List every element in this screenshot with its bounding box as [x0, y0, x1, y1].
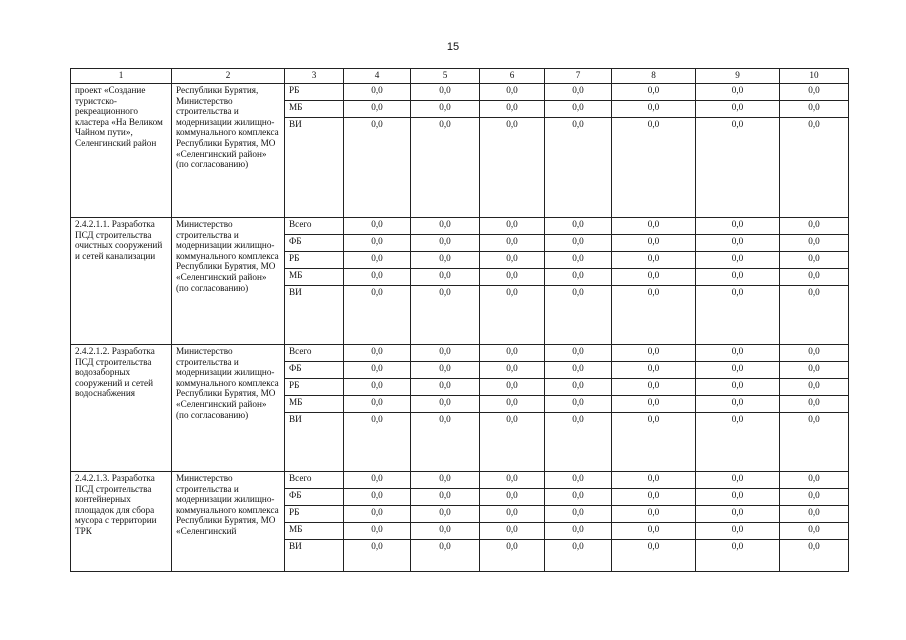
amount-cell: 0,0 — [545, 489, 612, 506]
amount-cell: 0,0 — [696, 218, 780, 235]
column-header: 5 — [411, 69, 480, 84]
amount-cell: 0,0 — [480, 101, 545, 118]
amount-cell: 0,0 — [344, 362, 411, 379]
amount-cell: 0,0 — [545, 101, 612, 118]
amount-cell: 0,0 — [545, 345, 612, 362]
amount-cell: 0,0 — [696, 84, 780, 101]
column-header: 3 — [285, 69, 344, 84]
amount-cell: 0,0 — [344, 396, 411, 413]
amount-cell: 0,0 — [696, 489, 780, 506]
amount-cell: 0,0 — [411, 218, 480, 235]
amount-cell: 0,0 — [344, 118, 411, 218]
amount-cell: 0,0 — [344, 286, 411, 345]
measure-name-cell: 2.4.2.1.1. Разработка ПСД строительства очистных сооружений и сетей канализации — [71, 218, 172, 345]
funding-source-cell: ВИ — [285, 540, 344, 572]
amount-cell: 0,0 — [696, 252, 780, 269]
amount-cell: 0,0 — [696, 345, 780, 362]
budget-table — [70, 68, 849, 572]
amount-cell: 0,0 — [545, 396, 612, 413]
column-header: 9 — [696, 69, 780, 84]
amount-cell: 0,0 — [545, 362, 612, 379]
amount-cell: 0,0 — [545, 286, 612, 345]
amount-cell: 0,0 — [780, 84, 849, 101]
amount-cell: 0,0 — [545, 118, 612, 218]
amount-cell: 0,0 — [480, 489, 545, 506]
amount-cell: 0,0 — [480, 472, 545, 489]
amount-cell: 0,0 — [612, 252, 696, 269]
column-header: 2 — [172, 69, 285, 84]
amount-cell: 0,0 — [780, 396, 849, 413]
funding-source-cell: РБ — [285, 506, 344, 523]
funding-source-cell: Всего — [285, 345, 344, 362]
amount-cell: 0,0 — [480, 252, 545, 269]
amount-cell: 0,0 — [696, 396, 780, 413]
amount-cell: 0,0 — [411, 118, 480, 218]
funding-source-cell: Всего — [285, 472, 344, 489]
amount-cell: 0,0 — [696, 101, 780, 118]
executor-cell: Республики Бурятия, Министерство строительства и модернизации жилищно-коммунального комплекса Республики Бурятия, МО «Селенгинский район» (по согласованию) — [172, 84, 285, 218]
amount-cell: 0,0 — [411, 362, 480, 379]
amount-cell: 0,0 — [480, 413, 545, 472]
amount-cell: 0,0 — [480, 218, 545, 235]
amount-cell: 0,0 — [344, 506, 411, 523]
amount-cell: 0,0 — [545, 84, 612, 101]
amount-cell: 0,0 — [612, 506, 696, 523]
amount-cell: 0,0 — [411, 269, 480, 286]
amount-cell: 0,0 — [411, 413, 480, 472]
amount-cell: 0,0 — [612, 286, 696, 345]
funding-source-cell: ФБ — [285, 489, 344, 506]
amount-cell: 0,0 — [612, 345, 696, 362]
amount-cell: 0,0 — [696, 540, 780, 572]
column-header: 10 — [780, 69, 849, 84]
amount-cell: 0,0 — [696, 118, 780, 218]
amount-cell: 0,0 — [780, 489, 849, 506]
amount-cell: 0,0 — [696, 379, 780, 396]
funding-source-cell: РБ — [285, 84, 344, 101]
amount-cell: 0,0 — [780, 413, 849, 472]
measure-name-cell: проект «Создание туристско-рекреационного кластера «На Великом Чайном пути», Селенгинский район — [71, 84, 172, 218]
amount-cell: 0,0 — [344, 379, 411, 396]
amount-cell: 0,0 — [612, 235, 696, 252]
amount-cell: 0,0 — [411, 379, 480, 396]
funding-source-cell: РБ — [285, 252, 344, 269]
amount-cell: 0,0 — [696, 362, 780, 379]
amount-cell: 0,0 — [696, 235, 780, 252]
amount-cell: 0,0 — [545, 379, 612, 396]
amount-cell: 0,0 — [411, 345, 480, 362]
amount-cell: 0,0 — [545, 540, 612, 572]
amount-cell: 0,0 — [612, 472, 696, 489]
amount-cell: 0,0 — [411, 286, 480, 345]
amount-cell: 0,0 — [411, 523, 480, 540]
amount-cell: 0,0 — [344, 540, 411, 572]
funding-source-cell: Всего — [285, 218, 344, 235]
amount-cell: 0,0 — [696, 269, 780, 286]
table-row — [71, 472, 849, 489]
amount-cell: 0,0 — [696, 506, 780, 523]
amount-cell: 0,0 — [480, 269, 545, 286]
amount-cell: 0,0 — [411, 489, 480, 506]
page-number: 15 — [446, 41, 460, 53]
amount-cell: 0,0 — [612, 523, 696, 540]
amount-cell: 0,0 — [780, 235, 849, 252]
amount-cell: 0,0 — [780, 523, 849, 540]
amount-cell: 0,0 — [480, 118, 545, 218]
amount-cell: 0,0 — [612, 101, 696, 118]
amount-cell: 0,0 — [344, 218, 411, 235]
table-row — [71, 84, 849, 101]
amount-cell: 0,0 — [411, 540, 480, 572]
amount-cell: 0,0 — [780, 118, 849, 218]
amount-cell: 0,0 — [612, 118, 696, 218]
measure-name-cell: 2.4.2.1.2. Разработка ПСД строительства водозаборных сооружений и сетей водоснабжения — [71, 345, 172, 472]
amount-cell: 0,0 — [696, 413, 780, 472]
amount-cell: 0,0 — [480, 523, 545, 540]
amount-cell: 0,0 — [480, 84, 545, 101]
executor-cell: Министерство строительства и модернизации жилищно-коммунального комплекса Республики Бурятия, МО «Селенгинский — [172, 472, 285, 572]
amount-cell: 0,0 — [612, 269, 696, 286]
amount-cell: 0,0 — [612, 489, 696, 506]
amount-cell: 0,0 — [480, 345, 545, 362]
amount-cell: 0,0 — [480, 506, 545, 523]
amount-cell: 0,0 — [612, 379, 696, 396]
table-row — [71, 218, 849, 235]
executor-cell: Министерство строительства и модернизации жилищно-коммунального комплекса Республики Бурятия, МО «Селенгинский район» (по согласованию) — [172, 345, 285, 472]
amount-cell: 0,0 — [780, 379, 849, 396]
amount-cell: 0,0 — [480, 540, 545, 572]
amount-cell: 0,0 — [696, 472, 780, 489]
amount-cell: 0,0 — [545, 413, 612, 472]
amount-cell: 0,0 — [480, 379, 545, 396]
amount-cell: 0,0 — [545, 235, 612, 252]
funding-source-cell: ФБ — [285, 235, 344, 252]
funding-source-cell: ВИ — [285, 118, 344, 218]
column-header: 1 — [71, 69, 172, 84]
funding-source-cell: ВИ — [285, 413, 344, 472]
funding-source-cell: МБ — [285, 269, 344, 286]
amount-cell: 0,0 — [480, 362, 545, 379]
amount-cell: 0,0 — [411, 506, 480, 523]
amount-cell: 0,0 — [344, 489, 411, 506]
column-header: 7 — [545, 69, 612, 84]
amount-cell: 0,0 — [545, 269, 612, 286]
column-header: 8 — [612, 69, 696, 84]
amount-cell: 0,0 — [344, 252, 411, 269]
amount-cell: 0,0 — [344, 101, 411, 118]
amount-cell: 0,0 — [780, 101, 849, 118]
amount-cell: 0,0 — [344, 345, 411, 362]
amount-cell: 0,0 — [612, 396, 696, 413]
amount-cell: 0,0 — [344, 84, 411, 101]
amount-cell: 0,0 — [344, 235, 411, 252]
amount-cell: 0,0 — [411, 235, 480, 252]
amount-cell: 0,0 — [344, 472, 411, 489]
amount-cell: 0,0 — [780, 218, 849, 235]
amount-cell: 0,0 — [545, 472, 612, 489]
amount-cell: 0,0 — [696, 523, 780, 540]
amount-cell: 0,0 — [780, 506, 849, 523]
amount-cell: 0,0 — [411, 396, 480, 413]
amount-cell: 0,0 — [780, 362, 849, 379]
funding-source-cell: МБ — [285, 396, 344, 413]
amount-cell: 0,0 — [780, 345, 849, 362]
funding-source-cell: МБ — [285, 523, 344, 540]
amount-cell: 0,0 — [780, 252, 849, 269]
amount-cell: 0,0 — [411, 101, 480, 118]
amount-cell: 0,0 — [411, 252, 480, 269]
amount-cell: 0,0 — [780, 540, 849, 572]
funding-source-cell: МБ — [285, 101, 344, 118]
amount-cell: 0,0 — [780, 286, 849, 345]
amount-cell: 0,0 — [612, 218, 696, 235]
funding-source-cell: ВИ — [285, 286, 344, 345]
amount-cell: 0,0 — [612, 413, 696, 472]
header-row — [71, 69, 849, 84]
amount-cell: 0,0 — [612, 84, 696, 101]
funding-source-cell: РБ — [285, 379, 344, 396]
amount-cell: 0,0 — [545, 523, 612, 540]
amount-cell: 0,0 — [344, 269, 411, 286]
executor-cell: Министерство строительства и модернизации жилищно-коммунального комплекса Республики Бурятия, МО «Селенгинский район» (по согласованию) — [172, 218, 285, 345]
amount-cell: 0,0 — [780, 269, 849, 286]
budget-table-body — [71, 69, 849, 572]
amount-cell: 0,0 — [612, 362, 696, 379]
column-header: 6 — [480, 69, 545, 84]
amount-cell: 0,0 — [545, 506, 612, 523]
amount-cell: 0,0 — [480, 396, 545, 413]
amount-cell: 0,0 — [696, 286, 780, 345]
amount-cell: 0,0 — [612, 540, 696, 572]
amount-cell: 0,0 — [344, 413, 411, 472]
amount-cell: 0,0 — [480, 286, 545, 345]
amount-cell: 0,0 — [344, 523, 411, 540]
amount-cell: 0,0 — [411, 472, 480, 489]
amount-cell: 0,0 — [545, 252, 612, 269]
amount-cell: 0,0 — [411, 84, 480, 101]
amount-cell: 0,0 — [780, 472, 849, 489]
funding-source-cell: ФБ — [285, 362, 344, 379]
measure-name-cell: 2.4.2.1.3. Разработка ПСД строительства контейнерных площадок для сбора мусора с территории ТРК — [71, 472, 172, 572]
table-row — [71, 345, 849, 362]
amount-cell: 0,0 — [480, 235, 545, 252]
amount-cell: 0,0 — [545, 218, 612, 235]
column-header: 4 — [344, 69, 411, 84]
